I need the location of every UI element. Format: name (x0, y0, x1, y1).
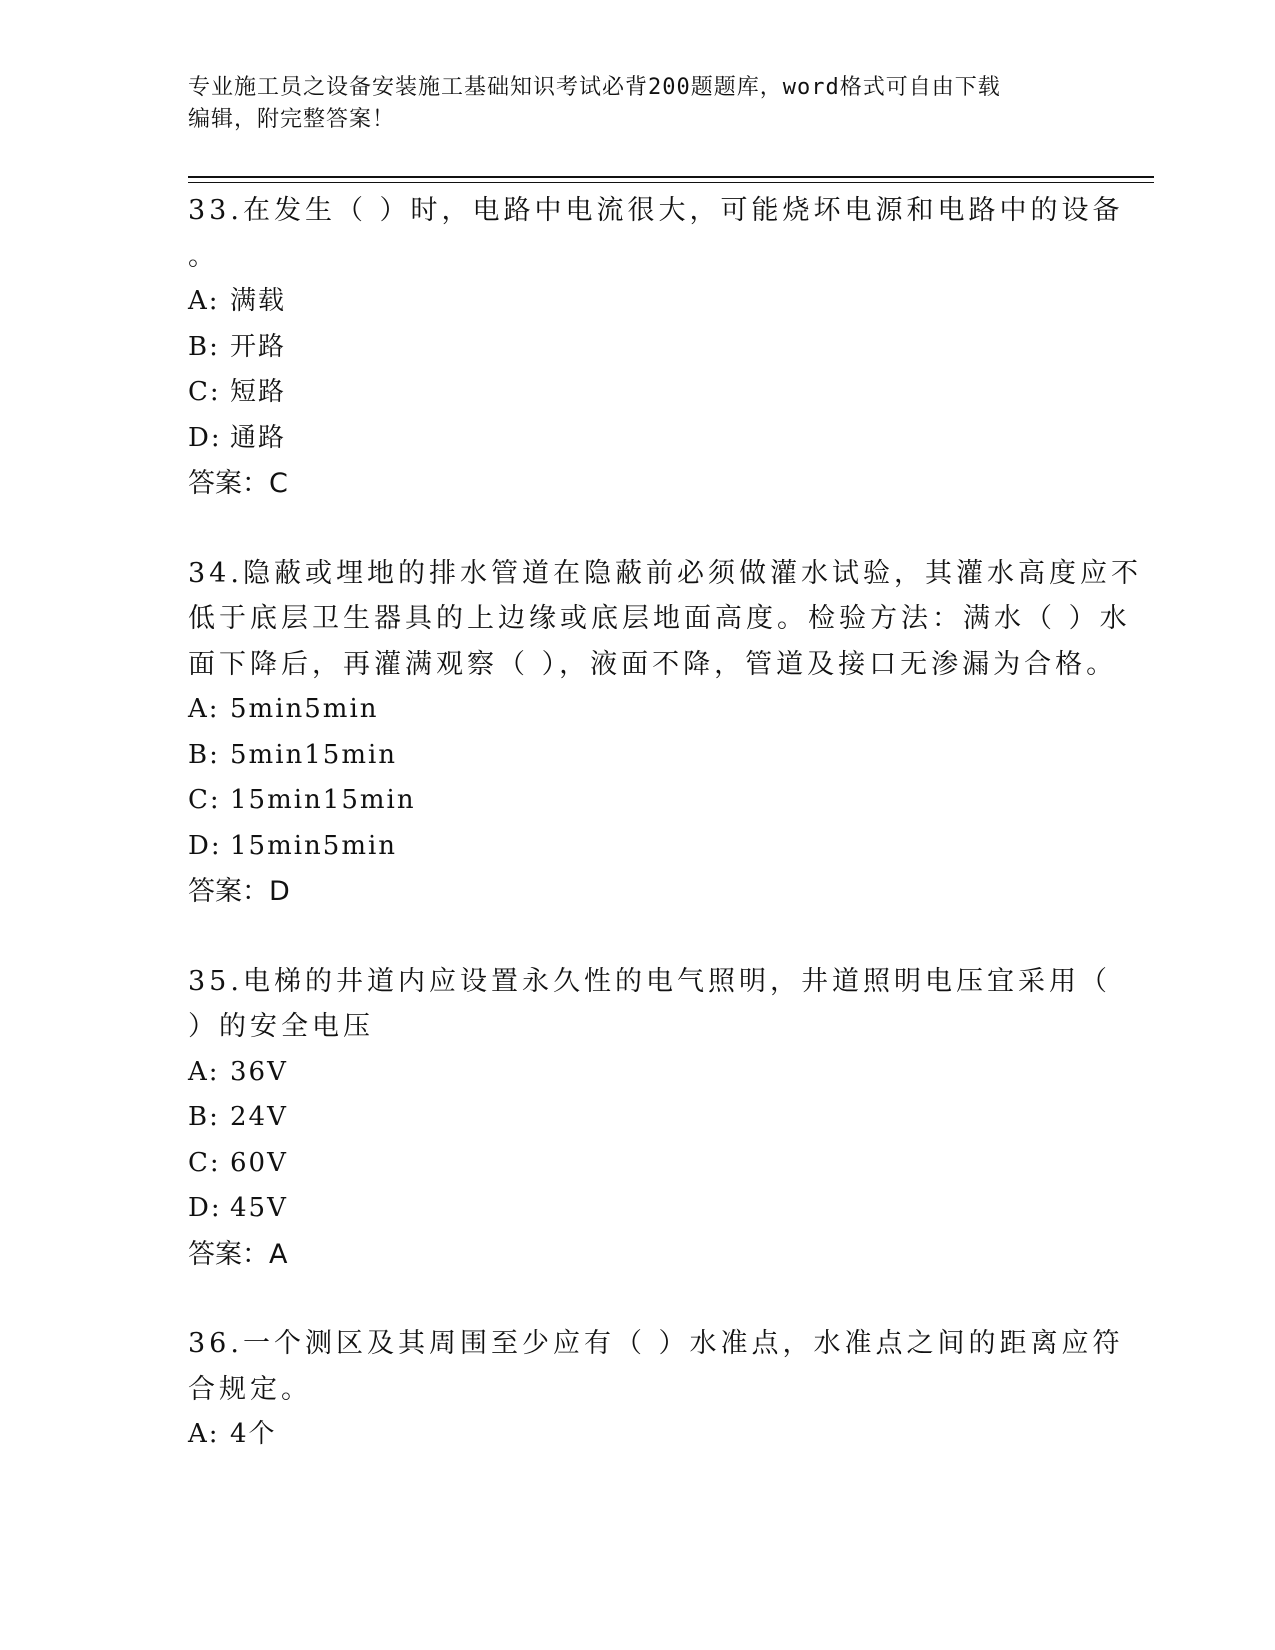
option-a (188, 1050, 1088, 1096)
document-header (188, 72, 1088, 136)
question-stem (188, 551, 1142, 688)
header-title-line-2: 编辑，附完整答案！ (188, 107, 396, 132)
option-letter: A: (188, 1056, 220, 1087)
question-34 (188, 551, 1142, 915)
question-stem (188, 1321, 1124, 1412)
header-divider-thin (188, 182, 1154, 183)
stem-line: 低于底层卫生器具的上边缘或底层地面高度。检验方法：满水（ ）水 (188, 603, 1131, 634)
option-a (188, 687, 1088, 733)
option-text: 5min15min (230, 739, 398, 770)
stem-line: 36.一个测区及其周围至少应有（ ）水准点，水准点之间的距离应符 (188, 1328, 1124, 1359)
option-text: 60V (230, 1147, 288, 1178)
option-b (188, 1095, 1088, 1141)
question-36 (188, 1321, 1124, 1458)
option-a (188, 1412, 1088, 1458)
stem-line: ）的安全电压 (188, 1011, 374, 1042)
option-letter: A: (188, 1419, 220, 1449)
question-stem (188, 188, 1124, 279)
option-text: 45V (230, 1193, 288, 1223)
option-b (188, 733, 1088, 779)
option-d (188, 416, 1088, 462)
option-letter: C: (188, 785, 221, 815)
option-text: 36V (230, 1056, 288, 1087)
question-stem (188, 959, 1111, 1050)
option-text: 15min15min (230, 785, 416, 815)
option-letter: D: (188, 422, 222, 453)
option-a (188, 279, 1088, 325)
stem-line: 。 (188, 240, 219, 272)
stem-line: 35.电梯的井道内应设置永久性的电气照明，井道照明电压宜采用（ (188, 965, 1111, 997)
option-d (188, 824, 1088, 870)
option-text: 15min5min (230, 830, 398, 861)
option-c (188, 370, 1088, 416)
stem-line: 33.在发生（ ）时，电路中电流很大，可能烧坏电源和电路中的设备 (188, 195, 1124, 226)
stem-line: 34.隐蔽或埋地的排水管道在隐蔽前必须做灌水试验，其灌水高度应不 (188, 557, 1142, 589)
option-d (188, 1186, 1088, 1232)
option-text: 开路 (230, 331, 287, 362)
option-letter: C: (188, 377, 221, 407)
stem-line: 合规定。 (188, 1373, 312, 1405)
option-text: 5min5min (230, 694, 379, 724)
option-b (188, 325, 1088, 371)
option-letter: A: (188, 694, 220, 724)
header-title-line-1: 专业施工员之设备安装施工基础知识考试必背200题题库，word格式可自由下载 (188, 75, 1001, 100)
option-text: 满载 (230, 286, 287, 316)
option-letter: A: (188, 286, 220, 316)
stem-line: 面下降后，再灌满观察（ ），液面不降，管道及接口无渗漏为合格。 (188, 648, 1118, 680)
option-letter: C: (188, 1147, 221, 1178)
option-text: 短路 (230, 377, 287, 407)
option-letter: D: (188, 830, 222, 861)
answer-line: 答案：C (188, 468, 288, 499)
option-letter: D: (188, 1193, 222, 1223)
question-33 (188, 188, 1124, 507)
option-text: 24V (230, 1102, 288, 1132)
option-c (188, 1141, 1088, 1187)
option-text: 4个 (230, 1419, 277, 1449)
option-letter: B: (188, 1102, 220, 1132)
option-c (188, 778, 1088, 824)
header-divider-thick (188, 176, 1154, 178)
question-35 (188, 959, 1111, 1278)
answer-line: 答案：D (188, 876, 290, 907)
option-text: 通路 (230, 422, 287, 453)
option-letter: B: (188, 739, 220, 770)
answer-line: 答案：A (188, 1238, 288, 1270)
option-letter: B: (188, 331, 220, 362)
question-list (188, 188, 1142, 1502)
